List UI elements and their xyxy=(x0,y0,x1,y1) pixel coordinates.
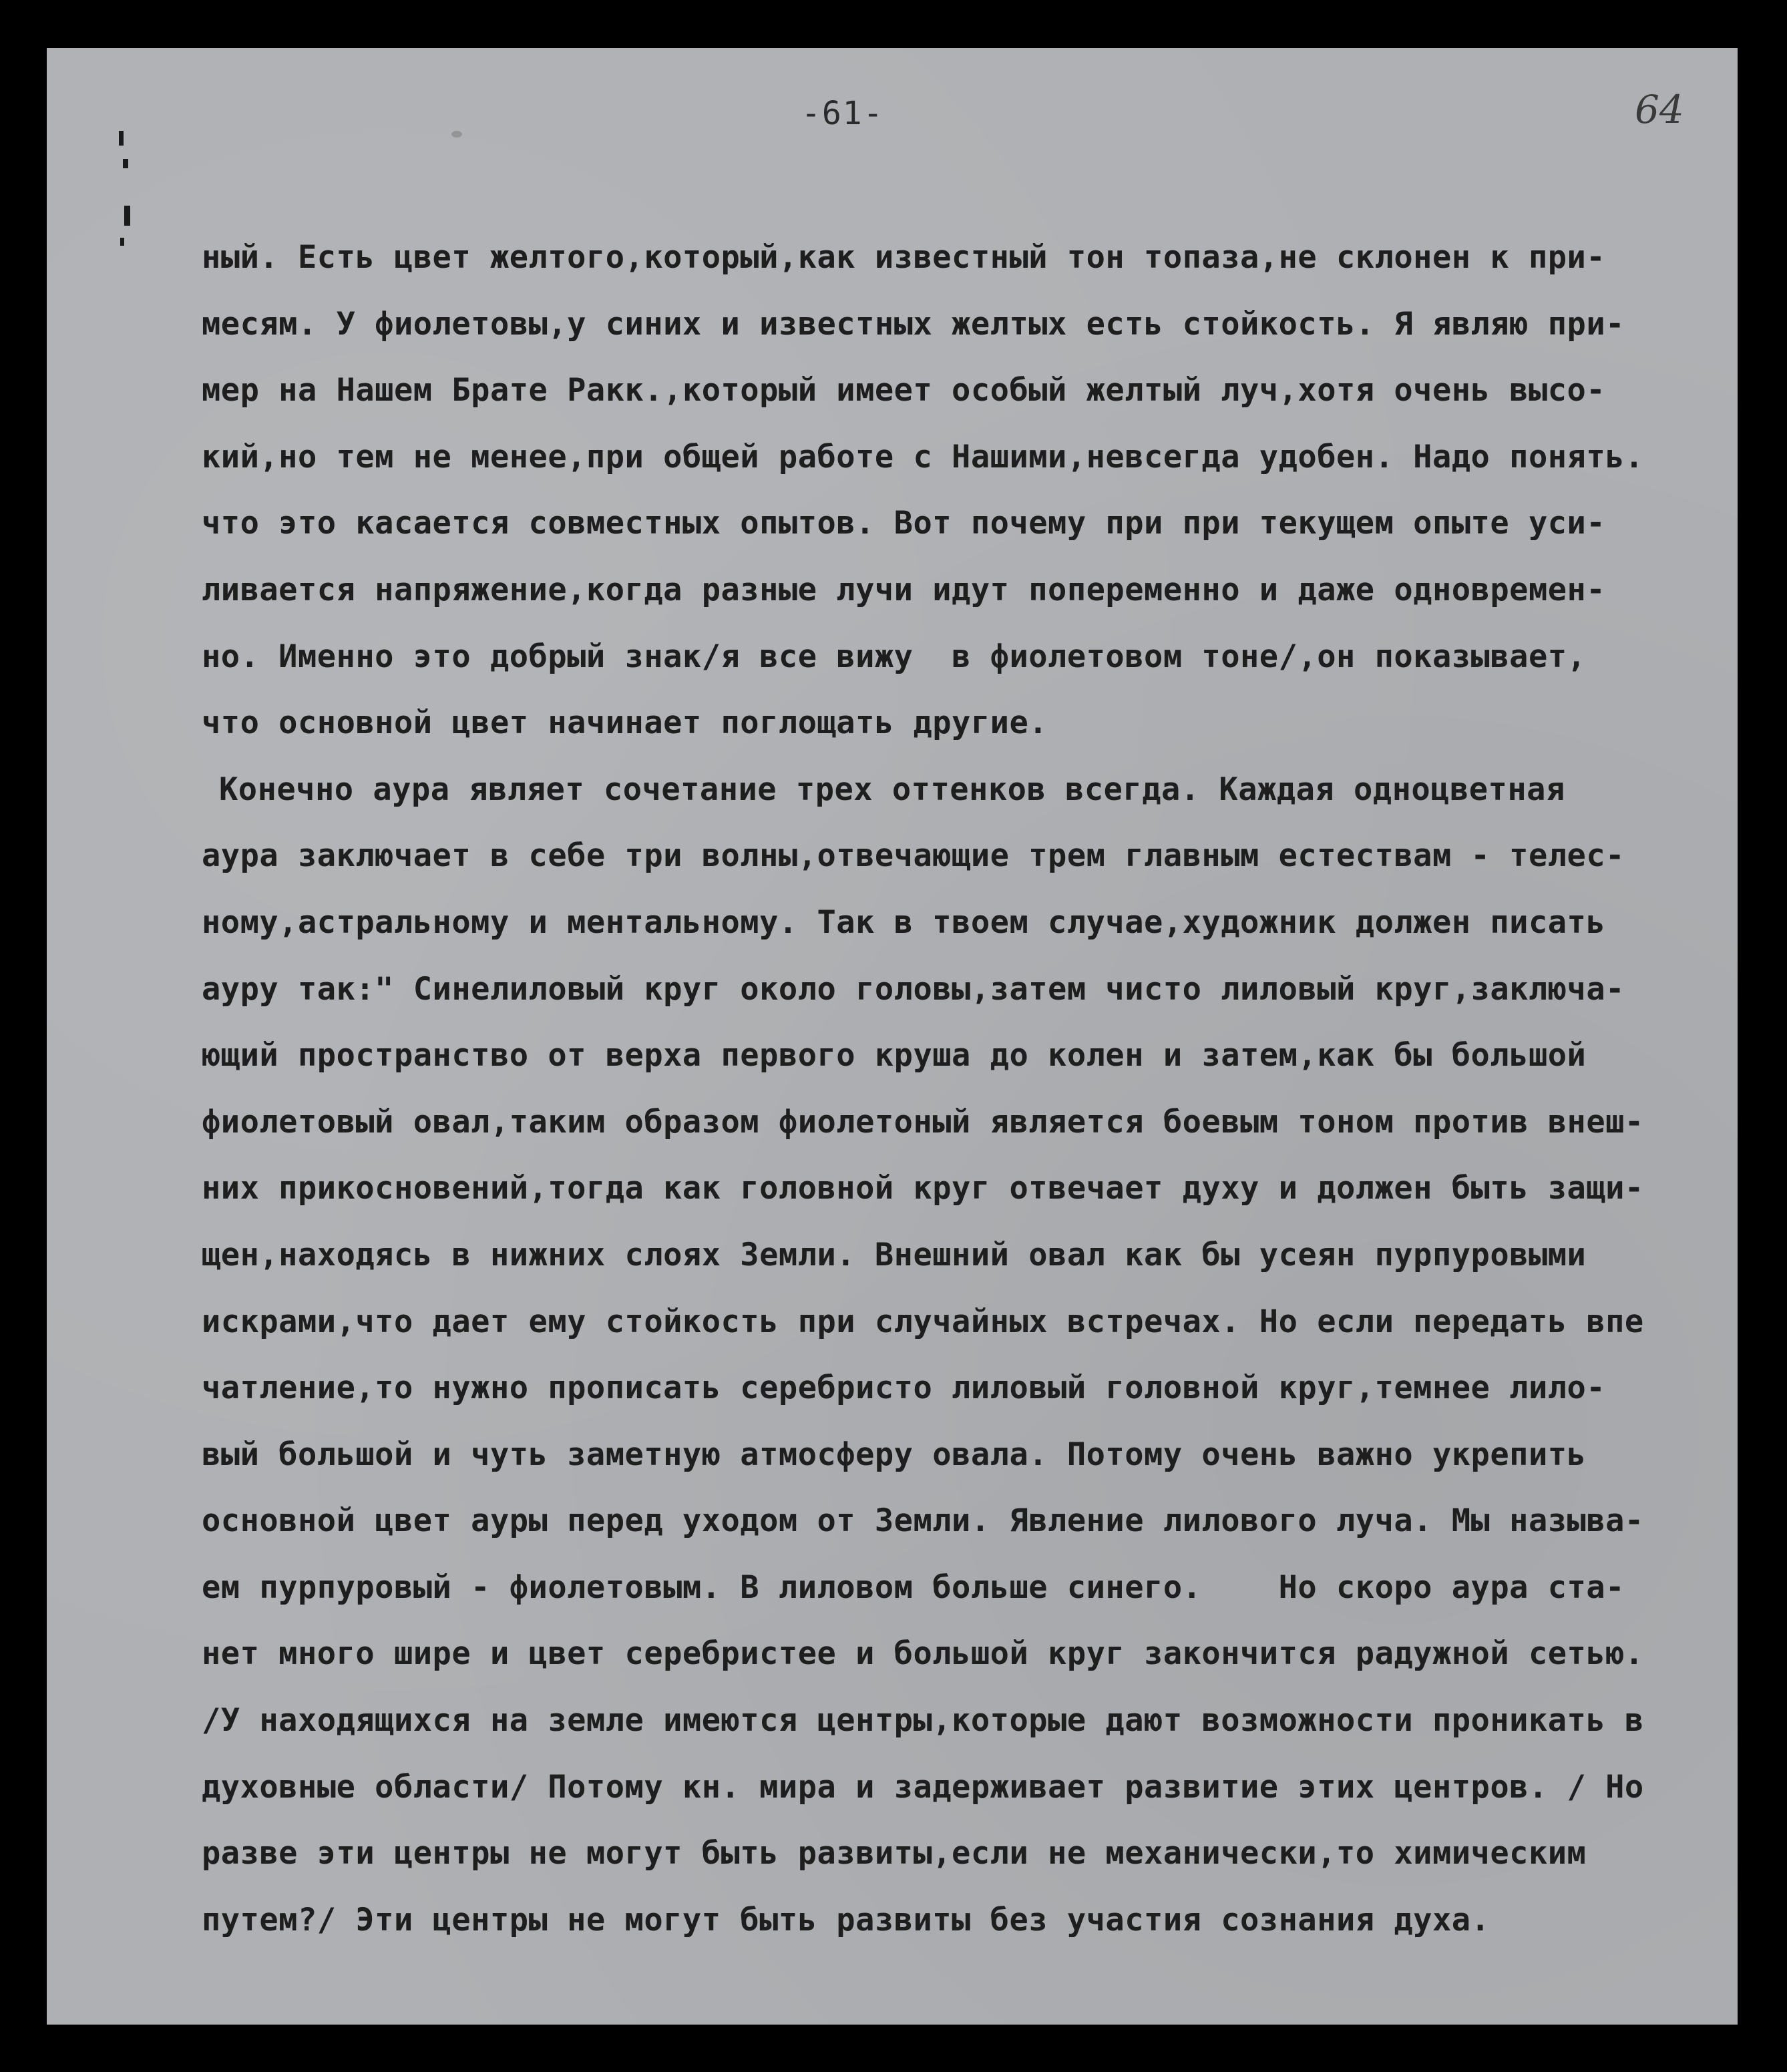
text-line: разве эти центры не могут быть развиты,если не механически,то химическим xyxy=(202,1835,1587,1872)
text-line: щен,находясь в нижних слоях Земли. Внешний овал как бы усеян пурпуровыми xyxy=(202,1236,1587,1273)
text-line: что это касается совместных опытов. Вот почему при при текущем опыте уси- xyxy=(202,505,1606,542)
text-line: кий,но тем не менее,при общей работе с Нашими,невсегда удобен. Надо понять. xyxy=(202,438,1644,475)
typed-text xyxy=(202,224,1738,1953)
text-line: Конечно аура являет сочетание трех оттенков всегда. Каждая одноцветная xyxy=(219,771,1565,808)
text-line: ный. Есть цвет желтого,который,как известный тон топаза,не склонен к при- xyxy=(202,239,1606,276)
margin-mark xyxy=(123,159,128,168)
margin-mark xyxy=(120,238,124,246)
text-line: фиолетовый овал,таким образом фиолетоный является боевым тоном против внеш- xyxy=(202,1103,1644,1141)
page-number: -61- xyxy=(801,95,884,132)
document-page xyxy=(47,48,1738,2025)
text-line: них прикосновений,тогда как головной круг отвечает духу и должен быть защи- xyxy=(202,1170,1644,1207)
text-line: вый большой и чуть заметную атмосферу овала. Потому очень важно укрепить xyxy=(202,1436,1587,1473)
margin-mark xyxy=(124,206,130,226)
folio-number: 64 xyxy=(1635,87,1684,132)
margin-marks xyxy=(114,80,140,240)
text-line: ливается напряжение,когда разные лучи идут попеременно и даже одновремен- xyxy=(202,571,1606,608)
text-line: ем пурпуровый - фиолетовым. В лиловом больше синего. Но скоро аура ста- xyxy=(202,1569,1625,1606)
text-line: нет много шире и цвет серебристее и большой круг закончится радужной сетью. xyxy=(202,1635,1644,1673)
margin-mark xyxy=(119,131,124,146)
text-line: путем?/ Эти центры не могут быть развиты без участия сознания духа. xyxy=(202,1901,1491,1938)
text-line: аура заключает в себе три волны,отвечающие трем главным естествам - телес- xyxy=(202,837,1625,875)
text-line: но. Именно это добрый знак/я все вижу в фиолетовом тоне/,он показывает, xyxy=(202,638,1587,675)
text-line: месям. У фиолетовы,у синих и известных желтых есть стойкость. Я являю при- xyxy=(202,305,1625,343)
text-line: ному,астральному и ментальному. Так в твоем случае,художник должен писать xyxy=(202,903,1606,941)
text-line: мер на Нашем Брате Ракк.,который имеет особый желтый луч,хотя очень высо- xyxy=(202,372,1606,409)
text-line: что основной цвет начинает поглощать другие. xyxy=(202,704,1048,742)
text-line: чатление,то нужно прописать серебристо лиловый головной круг,темнее лило- xyxy=(202,1370,1606,1407)
text-line: искрами,что дает ему стойкость при случайных встречах. Но если передать впе xyxy=(202,1303,1644,1340)
text-line: духовные области/ Потому кн. мира и задерживает развитие этих центров. / Но xyxy=(202,1768,1644,1806)
text-line: /У находящихся на земле имеются центры,которые дают возможности проникать в xyxy=(202,1702,1644,1739)
ink-smudge xyxy=(451,131,462,138)
text-line: ющий пространство от верха первого круша до колен и затем,как бы большой xyxy=(202,1037,1587,1074)
text-line: основной цвет ауры перед уходом от Земли. Явление лилового луча. Мы называ- xyxy=(202,1502,1644,1540)
text-line: ауру так:" Синелиловый круг около головы,затем чисто лиловый круг,заключа- xyxy=(202,970,1625,1008)
